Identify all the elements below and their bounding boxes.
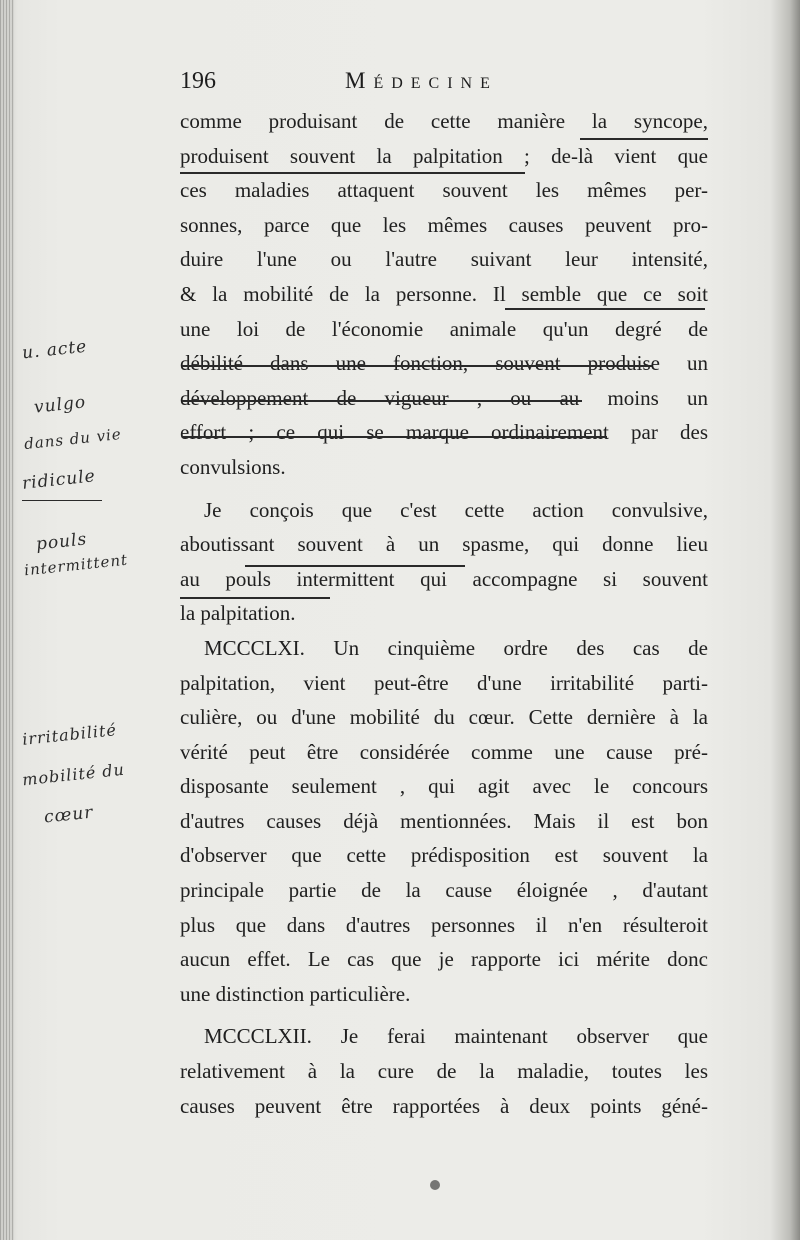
page-number: 196	[180, 68, 216, 94]
underline-mark	[180, 172, 525, 174]
underline-mark	[580, 138, 708, 140]
text-line: & la mobilité de la personne. Il semble que ce soit	[180, 281, 708, 306]
text-line: une distinction particulière.	[180, 981, 411, 1006]
text-line: relativement à la cure de la maladie, toutes les	[180, 1059, 708, 1084]
marginal-note: cœur	[43, 802, 95, 828]
text-line: MCCCLXII. Je ferai maintenant observer que	[204, 1024, 708, 1049]
marginal-note: pouls	[35, 529, 89, 555]
running-head	[180, 68, 710, 100]
underline-mark	[182, 365, 652, 367]
text-line: MCCCLXI. Un cinquième ordre des cas de	[204, 635, 708, 660]
marginal-note: irritabilité	[21, 720, 118, 749]
underline-mark	[245, 565, 465, 567]
text-line: aucun effet. Le cas que je rapporte ici mérite donc	[180, 947, 708, 972]
text-line: plus que dans d'autres personnes il n'en résulteroit	[180, 912, 708, 937]
text-line: d'autres causes déjà mentionnées. Mais il est bon	[180, 808, 708, 833]
text-line: aboutissant souvent à un spasme, qui donne lieu	[180, 532, 708, 557]
text-line: débilité dans une fonction, souvent produise un	[180, 351, 708, 376]
text-line: une loi de l'économie animale qu'un degré de	[180, 316, 708, 341]
underline-mark	[180, 597, 330, 599]
text-line: causes peuvent être rapportées à deux points géné-	[180, 1093, 708, 1118]
underline-mark	[505, 308, 705, 310]
text-line: convulsions.	[180, 454, 286, 479]
text-line: effort ; ce qui se marque ordinairement par des	[180, 420, 708, 445]
text-line: palpitation, vient peut-être d'une irritabilité parti-	[180, 670, 708, 695]
marginal-note: mobilité du	[21, 759, 126, 790]
marginal-note: vulgo	[33, 392, 88, 418]
marginal-note: u. acte	[21, 336, 89, 364]
margin-rule	[22, 500, 102, 501]
text-line: duire l'une ou l'autre suivant leur intensité,	[180, 247, 708, 272]
marginal-note: ridicule	[21, 466, 97, 494]
marginal-note: intermittent	[23, 550, 129, 580]
text-line: développement de vigueur , ou au moins un	[180, 385, 708, 410]
text-line: au pouls intermittent qui accompagne si souvent	[180, 566, 708, 591]
marginal-note: dans du vie	[23, 424, 123, 454]
text-line: comme produisant de cette manière la syncope,	[180, 109, 708, 133]
text-line: Je conçois que c'est cette action convulsive,	[204, 497, 708, 522]
text-line: produisent souvent la palpitation ; de-là vient que	[180, 143, 708, 168]
text-line: sonnes, parce que les mêmes causes peuvent pro-	[180, 212, 708, 237]
text-line: ces maladies attaquent souvent les mêmes per-	[180, 178, 708, 203]
underline-mark	[182, 436, 607, 438]
binding-gutter	[0, 0, 14, 1240]
text-line: d'observer que cette prédisposition est souvent la	[180, 843, 708, 868]
text-line: culière, ou d'une mobilité du cœur. Cette dernière à la	[180, 705, 708, 730]
underline-mark	[182, 400, 582, 402]
ink-spot	[430, 1180, 440, 1190]
text-line: la palpitation.	[180, 601, 296, 626]
text-line: disposante seulement , qui agit avec le concours	[180, 774, 708, 799]
text-line: principale partie de la cause éloignée , d'autant	[180, 878, 708, 903]
body-text	[180, 104, 708, 1123]
running-title: Médecine	[345, 68, 498, 93]
text-line: vérité peut être considérée comme une cause pré-	[180, 739, 708, 764]
